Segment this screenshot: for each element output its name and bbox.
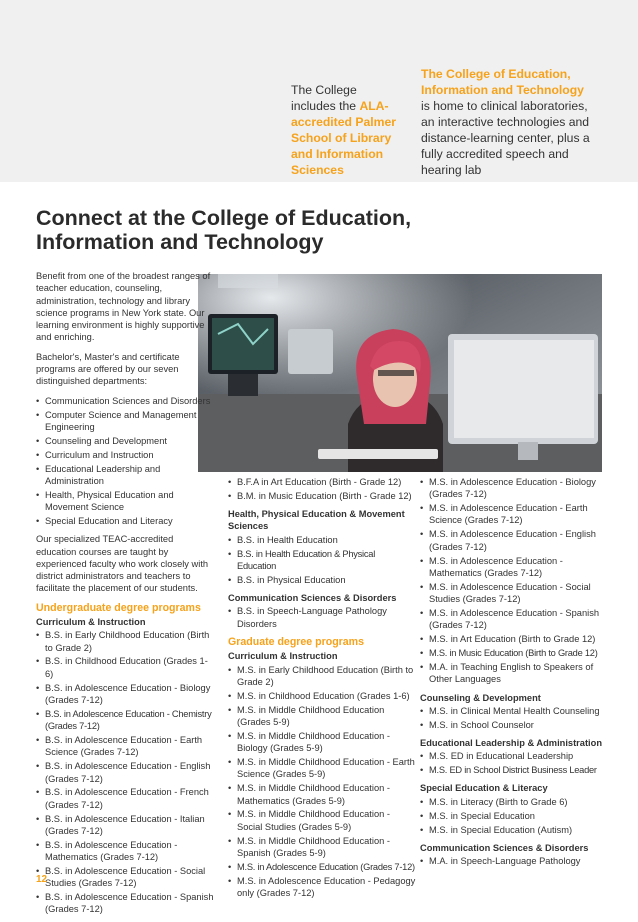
subheading: Educational Leadership & Administration xyxy=(420,737,603,748)
list-item: • B.S. in Health Education & Physical Education xyxy=(228,548,416,573)
list-item: • M.S. in Adolescence Education - Social Studies (Grades 7-12) xyxy=(420,581,610,606)
program-list xyxy=(36,629,216,915)
list-item: • B.S. in Adolescence Education - Italian (Grades 7-12) xyxy=(36,813,216,838)
list-item: • M.S. in Childhood Education (Grades 1-6) xyxy=(228,690,416,702)
list-item: • B.S. in Adolescence Education - Mathematics (Grades 7-12) xyxy=(36,839,216,864)
list-item: • M.S. in Adolescence Education - Mathematics (Grades 7-12) xyxy=(420,555,610,580)
list-item: • Health, Physical Education and Movement Science xyxy=(36,489,216,514)
intro-paragraph: Bachelor's, Master's and certificate programs are offered by our seven distinguished departments: xyxy=(36,351,180,387)
list-item: • B.M. in Music Education (Birth - Grade 12) xyxy=(228,490,416,502)
page-number: 12 xyxy=(36,874,48,885)
subheading: Curriculum & Instruction xyxy=(228,651,338,662)
callout-college-labs xyxy=(421,66,596,178)
list-item: • B.S. in Speech-Language Pathology Disorders xyxy=(228,605,416,630)
list-item: • Educational Leadership and Administration xyxy=(36,463,216,488)
section-heading: Undergraduate degree programs xyxy=(36,601,201,614)
list-item: • Communication Sciences and Disorders xyxy=(36,395,216,407)
list-item: • Counseling and Development xyxy=(36,435,216,447)
department-list xyxy=(36,395,216,528)
list-item: • B.S. in Adolescence Education - Earth Science (Grades 7-12) xyxy=(36,734,216,759)
callout-text: The College includes the xyxy=(291,83,360,113)
program-list xyxy=(228,476,416,502)
page-title xyxy=(36,206,436,254)
list-item: • Curriculum and Instruction xyxy=(36,449,216,461)
list-item: • M.A. in Speech-Language Pathology xyxy=(420,855,610,867)
list-item: • M.S. in Adolescence Education - Biology (Grades 7-12) xyxy=(420,476,610,501)
title-bold: Connect xyxy=(36,206,122,230)
list-item: • M.S. in Adolescence Education (Grades 7-12) xyxy=(228,861,416,873)
intro-paragraph: Our specialized TEAC-accredited education courses are taught by experienced faculty who work closely with district administrators and teachers to facilitate the placement of our students. xyxy=(36,534,209,594)
list-item: • M.S. in Adolescence Education - English (Grades 7-12) xyxy=(420,528,610,553)
program-list xyxy=(420,750,610,776)
list-item: • M.S. in Adolescence Education - Spanish (Grades 7-12) xyxy=(420,607,610,632)
list-item: • M.S. in Music Education (Birth to Grade 12) xyxy=(420,647,610,659)
list-item: • B.S. in Adolescence Education - Biology (Grades 7-12) xyxy=(36,682,216,707)
subheading: Health, Physical Education & Movement Sciences xyxy=(228,509,405,532)
list-item: • M.S. in Middle Childhood Education - Social Studies (Grades 5-9) xyxy=(228,808,416,833)
list-item: • B.S. in Adolescence Education - French (Grades 7-12) xyxy=(36,786,216,811)
subheading: Counseling & Development xyxy=(420,692,541,703)
subheading: Communication Sciences & Disorders xyxy=(420,842,589,853)
program-list xyxy=(228,605,416,630)
list-item: • B.S. in Physical Education xyxy=(228,574,416,586)
program-list xyxy=(420,705,610,731)
program-list xyxy=(420,476,610,686)
list-item: • M.S. in Literacy (Birth to Grade 6) xyxy=(420,796,610,808)
list-item: • B.S. in Adolescence Education - Social Studies (Grades 7-12) xyxy=(36,865,216,890)
section-heading: Graduate degree programs xyxy=(228,636,364,649)
list-item: • M.S. in Middle Childhood Education - Biology (Grades 5-9) xyxy=(228,730,416,755)
list-item: • M.S. ED in School District Business Leader xyxy=(420,764,610,776)
column-left xyxy=(36,270,216,922)
photo-illustration xyxy=(198,274,602,472)
list-item: • M.S. in Adolescence Education - Earth Science (Grades 7-12) xyxy=(420,502,610,527)
list-item: • M.S. in Middle Childhood Education - Mathematics (Grades 5-9) xyxy=(228,782,416,807)
list-item: • M.S. in School Counselor xyxy=(420,719,610,731)
list-item: • M.S. in Adolescence Education - Pedagogy only (Grades 7-12) xyxy=(228,875,416,900)
student-at-computer-photo xyxy=(198,274,602,472)
list-item: • B.S. in Adolescence Education - Spanish (Grades 7-12) xyxy=(36,891,216,916)
list-item: • M.S. in Middle Childhood Education - Spanish (Grades 5-9) xyxy=(228,835,416,860)
list-item: • M.S. in Special Education (Autism) xyxy=(420,824,610,836)
list-item: • M.S. in Special Education xyxy=(420,810,610,822)
list-item: • B.S. in Adolescence Education - Chemistry (Grades 7-12) xyxy=(36,708,216,733)
list-item: • B.S. in Adolescence Education - English (Grades 7-12) xyxy=(36,760,216,785)
list-item: • M.A. in Teaching English to Speakers of Other Languages xyxy=(420,661,610,686)
program-list xyxy=(228,664,416,900)
list-item: • B.S. in Health Education xyxy=(228,534,416,546)
list-item: • B.F.A in Art Education (Birth - Grade 12) xyxy=(228,476,416,488)
list-item: • M.S. in Early Childhood Education (Birth to Grade 2) xyxy=(228,664,416,689)
callout-highlight: The College of Education, Information and Technology xyxy=(421,67,584,97)
list-item: • M.S. in Middle Childhood Education - Earth Science (Grades 5-9) xyxy=(228,756,416,781)
list-item: • M.S. in Art Education (Birth to Grade 12) xyxy=(420,633,610,645)
program-list xyxy=(228,534,416,586)
callout-highlight: ALA-accredited Palmer School of Library and Information Sciences xyxy=(291,99,397,177)
list-item: • B.S. in Childhood Education (Grades 1-6) xyxy=(36,655,216,680)
callout-library-school xyxy=(291,82,403,178)
list-item: • M.S. in Middle Childhood Education (Grades 5-9) xyxy=(228,704,416,729)
list-item: • Special Education and Literacy xyxy=(36,515,216,527)
subheading: Communication Sciences & Disorders xyxy=(228,593,397,604)
program-list xyxy=(420,796,610,836)
column-right xyxy=(420,476,610,873)
list-item: • B.S. in Early Childhood Education (Birth to Grade 2) xyxy=(36,629,216,654)
list-item: • M.S. in Clinical Mental Health Counseling xyxy=(420,705,610,717)
subheading: Curriculum & Instruction xyxy=(36,616,146,627)
subheading: Special Education & Literacy xyxy=(420,783,548,794)
title-rest: at the College of Education, Information and Technology xyxy=(36,206,412,254)
list-item: • M.S. ED in Educational Leadership xyxy=(420,750,610,762)
list-item: • Computer Science and Management Engineering xyxy=(36,409,216,434)
program-list xyxy=(420,855,610,867)
column-middle xyxy=(228,476,416,905)
intro-paragraph: Benefit from one of the broadest ranges of teacher education, counseling, administration, technology and library science programs in New York state. Our learning environment is highly supportive and enriching. xyxy=(36,271,211,343)
callout-text: is home to clinical laboratories, an interactive technologies and distance-learning center, plus a fully accredited speech and hearing lab xyxy=(421,99,590,177)
